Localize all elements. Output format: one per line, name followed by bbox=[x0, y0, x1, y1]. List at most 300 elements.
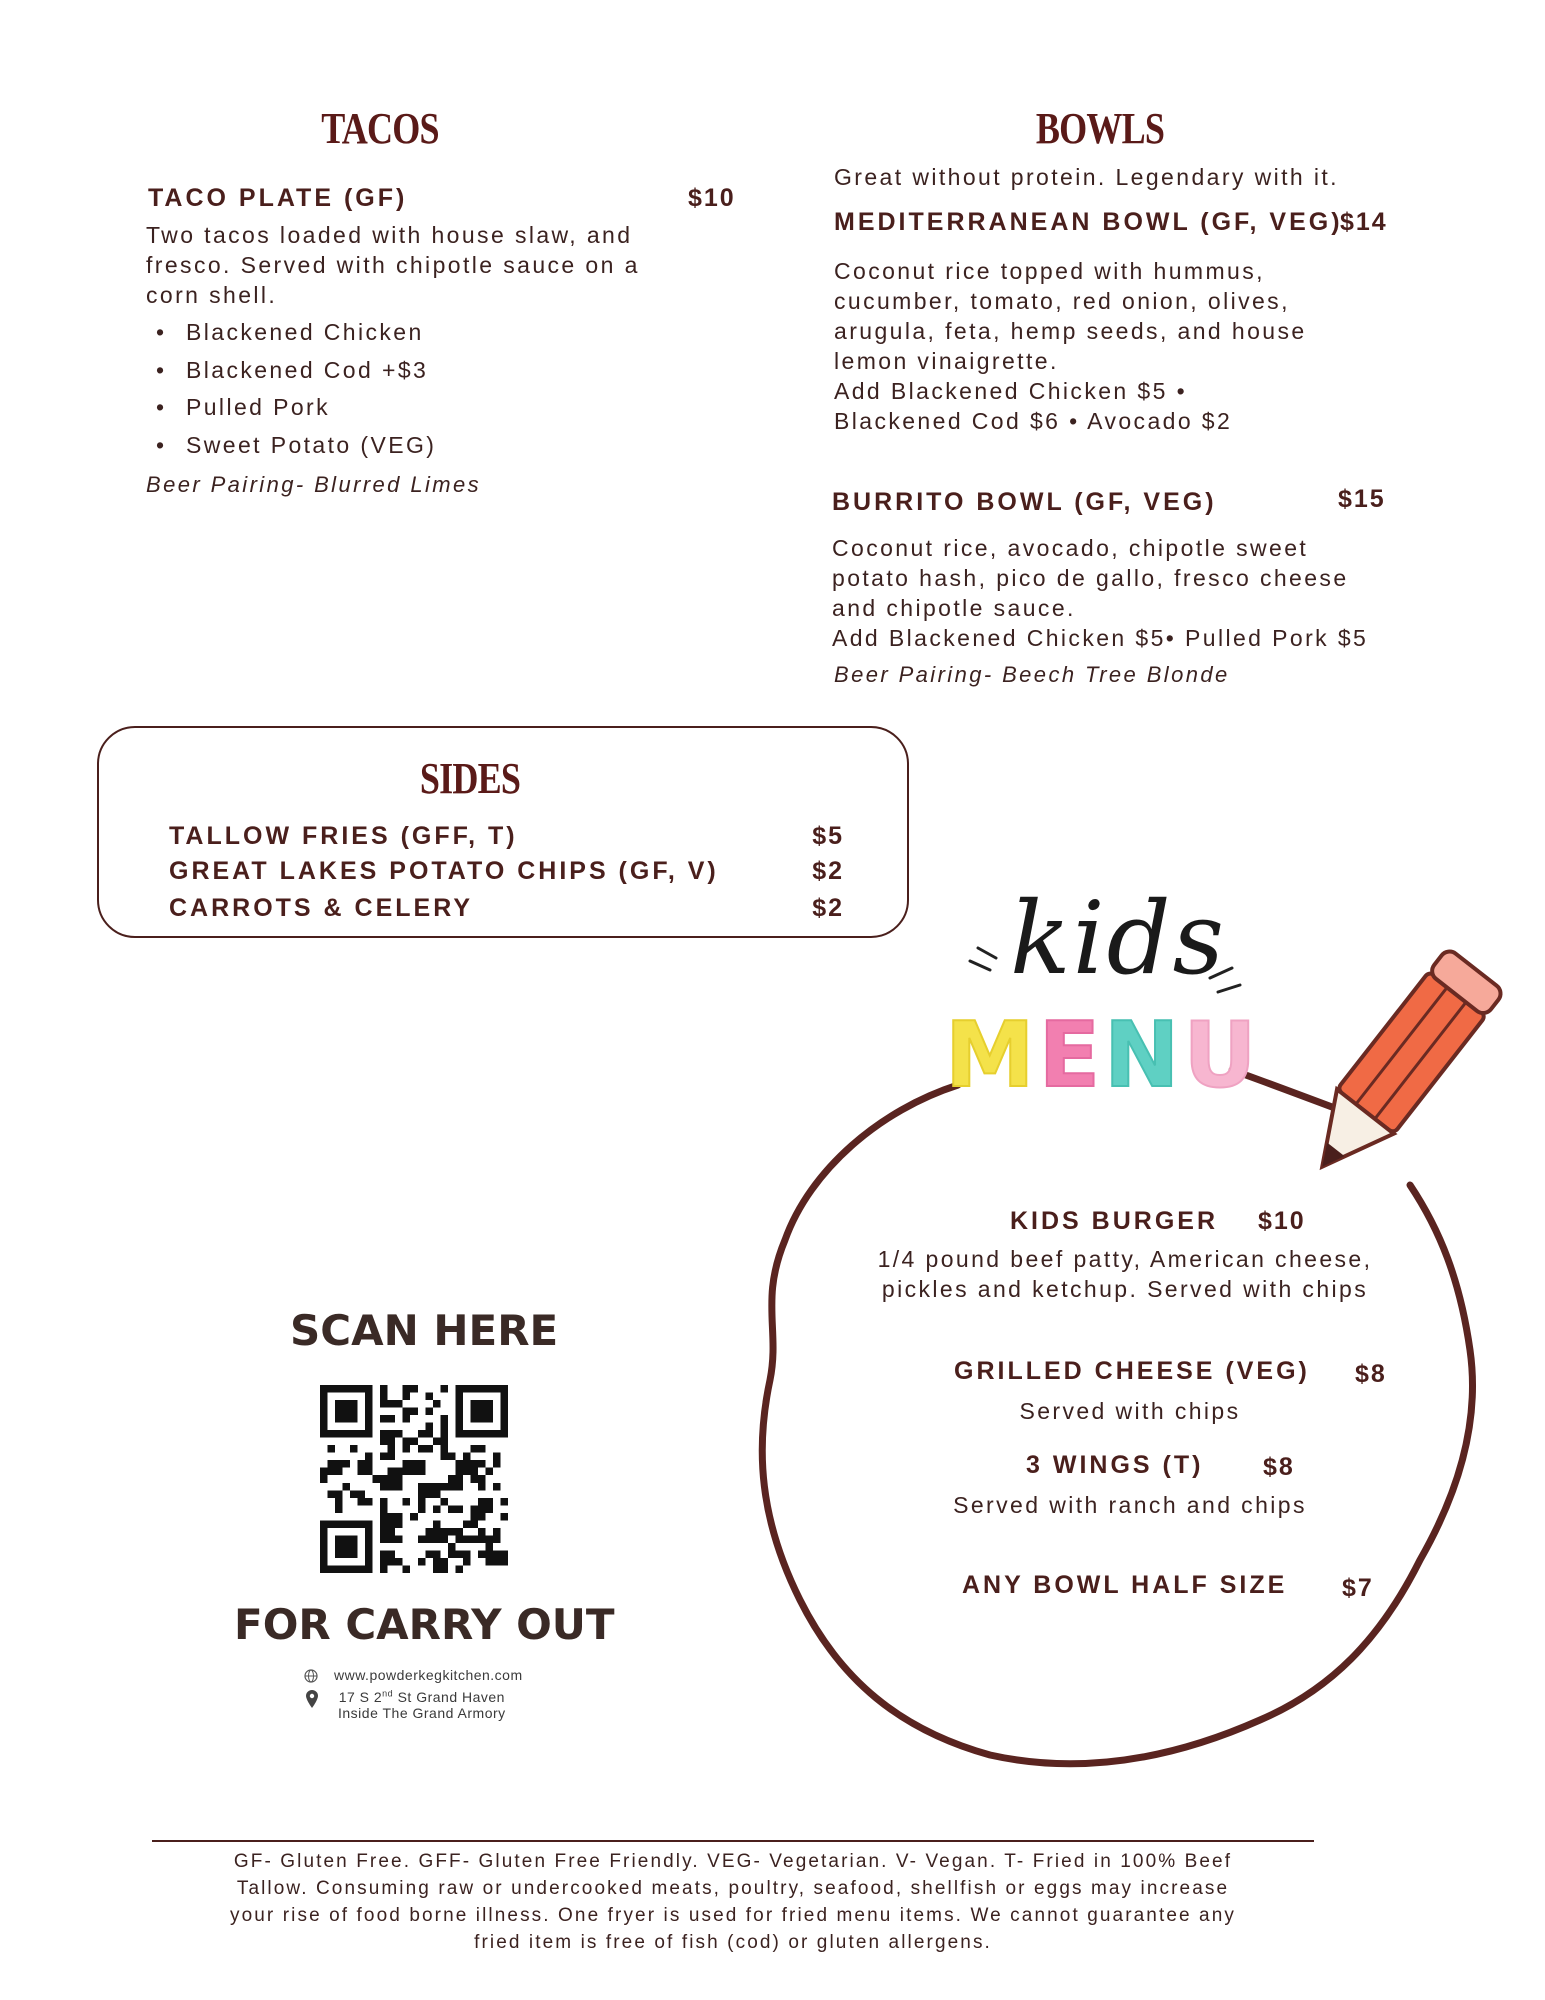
qr-module bbox=[358, 1498, 366, 1506]
qr-module bbox=[418, 1445, 426, 1453]
qr-module bbox=[380, 1483, 388, 1491]
footer-line: GF- Gluten Free. GFF- Gluten Free Friendly. VEG- Vegetarian. V- Vegan. T- Fried in 100% Beef bbox=[233, 1851, 1233, 1872]
qr-module bbox=[350, 1400, 358, 1408]
qr-module bbox=[493, 1483, 501, 1491]
qr-module bbox=[418, 1483, 426, 1491]
qr-module bbox=[463, 1520, 471, 1528]
qr-module bbox=[470, 1430, 478, 1438]
burrito-bowl-price: $15 bbox=[1338, 485, 1386, 513]
qr-module bbox=[500, 1550, 508, 1558]
kids-menu-word bbox=[945, 1003, 1260, 1108]
qr-module bbox=[380, 1393, 388, 1401]
tacos-title: TACOS bbox=[321, 104, 439, 153]
qr-module bbox=[403, 1415, 411, 1423]
qr-module bbox=[365, 1520, 373, 1528]
qr-module bbox=[380, 1535, 388, 1543]
qr-module bbox=[388, 1535, 396, 1543]
qr-module bbox=[320, 1423, 328, 1431]
qr-module bbox=[410, 1513, 418, 1521]
qr-module bbox=[350, 1408, 358, 1416]
qr-module bbox=[343, 1483, 351, 1491]
qr-module bbox=[343, 1460, 351, 1468]
qr-module bbox=[485, 1558, 493, 1566]
taco-beer-pairing: Beer Pairing- Blurred Limes bbox=[146, 472, 482, 497]
desc-line: Coconut rice topped with hummus, bbox=[834, 258, 1265, 284]
qr-module bbox=[388, 1400, 396, 1408]
qr-module bbox=[500, 1400, 508, 1408]
qr-module bbox=[418, 1460, 426, 1468]
qr-module bbox=[418, 1535, 426, 1543]
address-row bbox=[306, 1688, 506, 1721]
address-line-2: Inside The Grand Armory bbox=[338, 1704, 506, 1721]
qr-module bbox=[410, 1438, 418, 1446]
qr-module bbox=[455, 1460, 463, 1468]
qr-module bbox=[425, 1408, 433, 1416]
qr-module bbox=[418, 1490, 426, 1498]
qr-module bbox=[463, 1468, 471, 1476]
qr-module bbox=[320, 1550, 328, 1558]
qr-module bbox=[395, 1483, 403, 1491]
grilled-cheese-description: Served with chips bbox=[1019, 1398, 1241, 1424]
qr-code[interactable] bbox=[320, 1385, 508, 1573]
qr-module bbox=[440, 1453, 448, 1461]
qr-module bbox=[470, 1513, 478, 1521]
bowls-tagline: Great without protein. Legendary with it. bbox=[834, 164, 1339, 190]
qr-module bbox=[493, 1385, 501, 1393]
wings-description: Served with ranch and chips bbox=[953, 1492, 1307, 1518]
qr-module bbox=[500, 1513, 508, 1521]
qr-module bbox=[388, 1453, 396, 1461]
footer-divider bbox=[152, 1840, 1314, 1842]
qr-module bbox=[320, 1415, 328, 1423]
qr-module bbox=[425, 1430, 433, 1438]
qr-module bbox=[395, 1468, 403, 1476]
qr-module bbox=[365, 1528, 373, 1536]
qr-module bbox=[320, 1528, 328, 1536]
qr-module bbox=[433, 1550, 441, 1558]
qr-module bbox=[493, 1550, 501, 1558]
qr-module bbox=[365, 1415, 373, 1423]
qr-module bbox=[455, 1483, 463, 1491]
qr-module bbox=[365, 1423, 373, 1431]
qr-module bbox=[395, 1558, 403, 1566]
qr-module bbox=[388, 1475, 396, 1483]
qr-module bbox=[485, 1505, 493, 1513]
qr-module bbox=[440, 1558, 448, 1566]
qr-module bbox=[485, 1468, 493, 1476]
qr-module bbox=[425, 1490, 433, 1498]
qr-module bbox=[335, 1520, 343, 1528]
qr-module bbox=[365, 1400, 373, 1408]
qr-module bbox=[440, 1423, 448, 1431]
qr-module bbox=[470, 1520, 478, 1528]
mediterranean-bowl-price: $14 bbox=[1340, 208, 1388, 236]
qr-module bbox=[455, 1550, 463, 1558]
desc-line: fresco. Served with chipotle sauce on a bbox=[146, 252, 640, 278]
qr-module bbox=[343, 1430, 351, 1438]
qr-module bbox=[433, 1535, 441, 1543]
qr-module bbox=[365, 1535, 373, 1543]
qr-module bbox=[388, 1558, 396, 1566]
taco-option-label: Blackened Chicken bbox=[186, 319, 424, 345]
qr-module bbox=[380, 1400, 388, 1408]
qr-module bbox=[350, 1385, 358, 1393]
qr-module bbox=[395, 1513, 403, 1521]
qr-module bbox=[365, 1558, 373, 1566]
qr-module bbox=[343, 1385, 351, 1393]
qr-module bbox=[493, 1535, 501, 1543]
qr-module bbox=[455, 1528, 463, 1536]
scan-here-heading: SCAN HERE bbox=[290, 1306, 559, 1355]
qr-module bbox=[388, 1483, 396, 1491]
qr-module bbox=[478, 1385, 486, 1393]
desc-line: and chipotle sauce. bbox=[832, 595, 1076, 621]
qr-module bbox=[320, 1565, 328, 1573]
qr-module bbox=[328, 1490, 336, 1498]
qr-module bbox=[478, 1475, 486, 1483]
qr-module bbox=[365, 1430, 373, 1438]
qr-module bbox=[380, 1565, 388, 1573]
qr-module bbox=[440, 1483, 448, 1491]
qr-module bbox=[358, 1565, 366, 1573]
globe-icon bbox=[304, 1669, 318, 1683]
qr-module bbox=[320, 1393, 328, 1401]
qr-module bbox=[478, 1400, 486, 1408]
qr-module bbox=[493, 1558, 501, 1566]
qr-module bbox=[350, 1565, 358, 1573]
qr-module bbox=[350, 1445, 358, 1453]
qr-module bbox=[455, 1468, 463, 1476]
qr-module bbox=[365, 1393, 373, 1401]
qr-module bbox=[410, 1385, 418, 1393]
qr-module bbox=[343, 1535, 351, 1543]
qr-module bbox=[433, 1558, 441, 1566]
qr-module bbox=[418, 1430, 426, 1438]
qr-module bbox=[500, 1393, 508, 1401]
carry-out-heading: FOR CARRY OUT bbox=[234, 1600, 615, 1649]
taco-option-label: Sweet Potato (VEG) bbox=[186, 431, 437, 458]
kids-burger-price: $10 bbox=[1258, 1207, 1306, 1235]
qr-module bbox=[358, 1430, 366, 1438]
pencil-icon bbox=[1294, 948, 1505, 1189]
qr-module bbox=[320, 1558, 328, 1566]
qr-module bbox=[433, 1490, 441, 1498]
qr-module bbox=[478, 1528, 486, 1536]
qr-module bbox=[343, 1415, 351, 1423]
qr-module bbox=[373, 1475, 381, 1483]
qr-module bbox=[380, 1385, 388, 1393]
half-bowl-price: $7 bbox=[1342, 1574, 1374, 1602]
grilled-cheese-name: GRILLED CHEESE (VEG) bbox=[954, 1357, 1310, 1385]
side-item-price: $5 bbox=[812, 821, 844, 850]
qr-module bbox=[463, 1535, 471, 1543]
qr-module bbox=[418, 1505, 426, 1513]
qr-module bbox=[470, 1415, 478, 1423]
burrito-beer-pairing: Beer Pairing- Beech Tree Blonde bbox=[834, 662, 1230, 687]
qr-module bbox=[478, 1513, 486, 1521]
qr-module bbox=[403, 1460, 411, 1468]
wings-name: 3 WINGS (T) bbox=[1026, 1451, 1204, 1479]
desc-line: Coconut rice, avocado, chipotle sweet bbox=[832, 535, 1309, 561]
side-item-price: $2 bbox=[812, 856, 844, 885]
qr-module bbox=[395, 1430, 403, 1438]
menu-letter: E bbox=[1038, 1003, 1105, 1108]
desc-line: arugula, feta, hemp seeds, and house bbox=[834, 318, 1307, 344]
qr-module bbox=[425, 1483, 433, 1491]
qr-module bbox=[455, 1565, 463, 1573]
qr-module bbox=[388, 1513, 396, 1521]
qr-module bbox=[365, 1550, 373, 1558]
bullet-icon: • bbox=[156, 394, 167, 420]
qr-module bbox=[485, 1385, 493, 1393]
qr-module bbox=[350, 1430, 358, 1438]
qr-module bbox=[328, 1468, 336, 1476]
qr-module bbox=[478, 1498, 486, 1506]
qr-module bbox=[335, 1490, 343, 1498]
qr-module bbox=[335, 1505, 343, 1513]
grilled-cheese-price: $8 bbox=[1355, 1360, 1387, 1388]
qr-module bbox=[493, 1528, 501, 1536]
address-sup: nd bbox=[382, 1688, 394, 1698]
desc-line: pickles and ketchup. Served with chips bbox=[881, 1276, 1369, 1302]
qr-module bbox=[343, 1408, 351, 1416]
desc-line: Add Blackened Chicken $5 • bbox=[834, 378, 1188, 404]
qr-module bbox=[485, 1543, 493, 1551]
qr-module bbox=[485, 1415, 493, 1423]
website-url[interactable]: www.powderkegkitchen.com bbox=[334, 1667, 523, 1683]
taco-plate-price: $10 bbox=[688, 184, 736, 212]
qr-module bbox=[320, 1520, 328, 1528]
kids-script-title: kids bbox=[1010, 880, 1226, 997]
qr-module bbox=[485, 1535, 493, 1543]
kids-burger-description bbox=[860, 1244, 1390, 1304]
desc-line: Add Blackened Chicken $5• Pulled Pork $5 bbox=[832, 625, 1369, 651]
taco-plate-name: TACO PLATE (GF) bbox=[148, 184, 408, 212]
qr-module bbox=[380, 1430, 388, 1438]
qr-module bbox=[328, 1430, 336, 1438]
qr-module bbox=[463, 1430, 471, 1438]
qr-module bbox=[328, 1445, 336, 1453]
qr-module bbox=[425, 1393, 433, 1401]
qr-module bbox=[320, 1400, 328, 1408]
qr-module bbox=[455, 1430, 463, 1438]
desc-line: corn shell. bbox=[146, 282, 278, 308]
qr-module bbox=[500, 1558, 508, 1566]
qr-module bbox=[455, 1505, 463, 1513]
menu-letter: N bbox=[1104, 1003, 1184, 1108]
qr-module bbox=[380, 1498, 388, 1506]
qr-module bbox=[425, 1550, 433, 1558]
qr-module bbox=[455, 1385, 463, 1393]
qr-module bbox=[493, 1460, 501, 1468]
qr-module bbox=[365, 1565, 373, 1573]
qr-module bbox=[320, 1468, 328, 1476]
bullet-icon: • bbox=[156, 356, 167, 383]
qr-module bbox=[365, 1453, 373, 1461]
qr-module bbox=[343, 1550, 351, 1558]
qr-module bbox=[433, 1505, 441, 1513]
qr-module bbox=[335, 1430, 343, 1438]
qr-module bbox=[433, 1400, 441, 1408]
qr-module bbox=[485, 1430, 493, 1438]
qr-module bbox=[478, 1483, 486, 1491]
side-item-price: $2 bbox=[812, 893, 844, 922]
menu-letter: U bbox=[1183, 1003, 1261, 1108]
qr-module bbox=[365, 1460, 373, 1468]
qr-module bbox=[470, 1475, 478, 1483]
qr-module bbox=[320, 1385, 328, 1393]
qr-module bbox=[478, 1408, 486, 1416]
qr-module bbox=[335, 1400, 343, 1408]
footer-line: fried item is free of fish (cod) or gluten allergens. bbox=[474, 1932, 992, 1953]
qr-module bbox=[500, 1385, 508, 1393]
qr-module bbox=[440, 1535, 448, 1543]
qr-module bbox=[335, 1543, 343, 1551]
qr-module bbox=[388, 1550, 396, 1558]
qr-module bbox=[380, 1505, 388, 1513]
qr-module bbox=[448, 1543, 456, 1551]
qr-module bbox=[463, 1558, 471, 1566]
qr-module bbox=[380, 1520, 388, 1528]
half-bowl-name: ANY BOWL HALF SIZE bbox=[962, 1571, 1288, 1599]
qr-module bbox=[433, 1565, 441, 1573]
qr-module bbox=[358, 1490, 366, 1498]
qr-module bbox=[358, 1468, 366, 1476]
qr-module bbox=[365, 1408, 373, 1416]
qr-module bbox=[470, 1505, 478, 1513]
qr-module bbox=[478, 1445, 486, 1453]
sides-title: SIDES bbox=[419, 754, 521, 803]
qr-module bbox=[365, 1385, 373, 1393]
qr-module bbox=[440, 1565, 448, 1573]
qr-module bbox=[388, 1528, 396, 1536]
qr-module bbox=[328, 1460, 336, 1468]
location-pin-icon bbox=[306, 1690, 318, 1708]
qr-module bbox=[463, 1550, 471, 1558]
qr-module bbox=[350, 1535, 358, 1543]
qr-module bbox=[418, 1498, 426, 1506]
qr-module bbox=[388, 1468, 396, 1476]
qr-module bbox=[343, 1520, 351, 1528]
side-item-name: GREAT LAKES POTATO CHIPS (GF, V) bbox=[169, 856, 719, 885]
qr-module bbox=[403, 1385, 411, 1393]
mediterranean-bowl-name: MEDITERRANEAN BOWL (GF, VEG) bbox=[834, 208, 1343, 236]
qr-module bbox=[388, 1430, 396, 1438]
qr-module bbox=[403, 1393, 411, 1401]
qr-module bbox=[485, 1400, 493, 1408]
qr-module bbox=[380, 1438, 388, 1446]
qr-module bbox=[440, 1438, 448, 1446]
qr-module bbox=[463, 1460, 471, 1468]
qr-module bbox=[478, 1505, 486, 1513]
qr-module bbox=[380, 1453, 388, 1461]
qr-module bbox=[425, 1535, 433, 1543]
footer-line: your rise of food borne illness. One fryer is used for fried menu items. We cannot guarantee any bbox=[230, 1905, 1236, 1926]
qr-module bbox=[335, 1535, 343, 1543]
qr-module bbox=[470, 1385, 478, 1393]
burrito-bowl-name: BURRITO BOWL (GF, VEG) bbox=[832, 488, 1217, 516]
qr-module bbox=[350, 1415, 358, 1423]
qr-module bbox=[433, 1438, 441, 1446]
qr-module bbox=[455, 1400, 463, 1408]
qr-module bbox=[455, 1475, 463, 1483]
qr-module bbox=[433, 1483, 441, 1491]
qr-module bbox=[380, 1528, 388, 1536]
qr-module bbox=[350, 1490, 358, 1498]
qr-module bbox=[455, 1423, 463, 1431]
qr-module bbox=[500, 1423, 508, 1431]
qr-module bbox=[358, 1385, 366, 1393]
qr-module bbox=[478, 1415, 486, 1423]
side-item-name: TALLOW FRIES (GFF, T) bbox=[169, 821, 518, 850]
qr-module bbox=[343, 1543, 351, 1551]
qr-module bbox=[433, 1528, 441, 1536]
qr-module bbox=[410, 1468, 418, 1476]
qr-module bbox=[358, 1460, 366, 1468]
qr-module bbox=[403, 1438, 411, 1446]
qr-module bbox=[350, 1520, 358, 1528]
qr-module bbox=[380, 1415, 388, 1423]
qr-module bbox=[395, 1400, 403, 1408]
qr-module bbox=[380, 1475, 388, 1483]
qr-module bbox=[343, 1565, 351, 1573]
qr-module bbox=[388, 1520, 396, 1528]
qr-module bbox=[448, 1550, 456, 1558]
address-city: St Grand Haven bbox=[393, 1688, 505, 1705]
qr-module bbox=[470, 1408, 478, 1416]
qr-module bbox=[410, 1408, 418, 1416]
qr-module bbox=[493, 1430, 501, 1438]
qr-module bbox=[395, 1535, 403, 1543]
qr-module bbox=[500, 1408, 508, 1416]
qr-module bbox=[403, 1408, 411, 1416]
qr-module bbox=[478, 1430, 486, 1438]
wings-price: $8 bbox=[1263, 1453, 1295, 1481]
qr-module bbox=[335, 1565, 343, 1573]
qr-module bbox=[388, 1438, 396, 1446]
qr-module bbox=[380, 1558, 388, 1566]
qr-module bbox=[470, 1535, 478, 1543]
website-row bbox=[304, 1667, 523, 1683]
qr-module bbox=[493, 1453, 501, 1461]
qr-module bbox=[343, 1400, 351, 1408]
qr-module bbox=[485, 1550, 493, 1558]
qr-module bbox=[380, 1550, 388, 1558]
qr-module bbox=[485, 1498, 493, 1506]
qr-module bbox=[365, 1498, 373, 1506]
qr-module bbox=[463, 1385, 471, 1393]
bowls-title: BOWLS bbox=[1035, 104, 1165, 153]
qr-module bbox=[403, 1565, 411, 1573]
qr-module bbox=[320, 1408, 328, 1416]
side-item-name: CARROTS & CELERY bbox=[169, 893, 474, 922]
qr-module bbox=[418, 1558, 426, 1566]
qr-module bbox=[350, 1543, 358, 1551]
qr-module bbox=[440, 1385, 448, 1393]
qr-module bbox=[448, 1505, 456, 1513]
qr-module bbox=[335, 1460, 343, 1468]
qr-module bbox=[320, 1543, 328, 1551]
qr-module bbox=[380, 1513, 388, 1521]
qr-module bbox=[455, 1393, 463, 1401]
qr-module bbox=[328, 1565, 336, 1573]
desc-line: lemon vinaigrette. bbox=[834, 348, 1059, 374]
qr-module bbox=[403, 1468, 411, 1476]
desc-line: Blackened Cod $6 • Avocado $2 bbox=[834, 408, 1233, 434]
qr-module bbox=[448, 1453, 456, 1461]
taco-option-label: Pulled Pork bbox=[186, 394, 331, 420]
qr-module bbox=[320, 1535, 328, 1543]
